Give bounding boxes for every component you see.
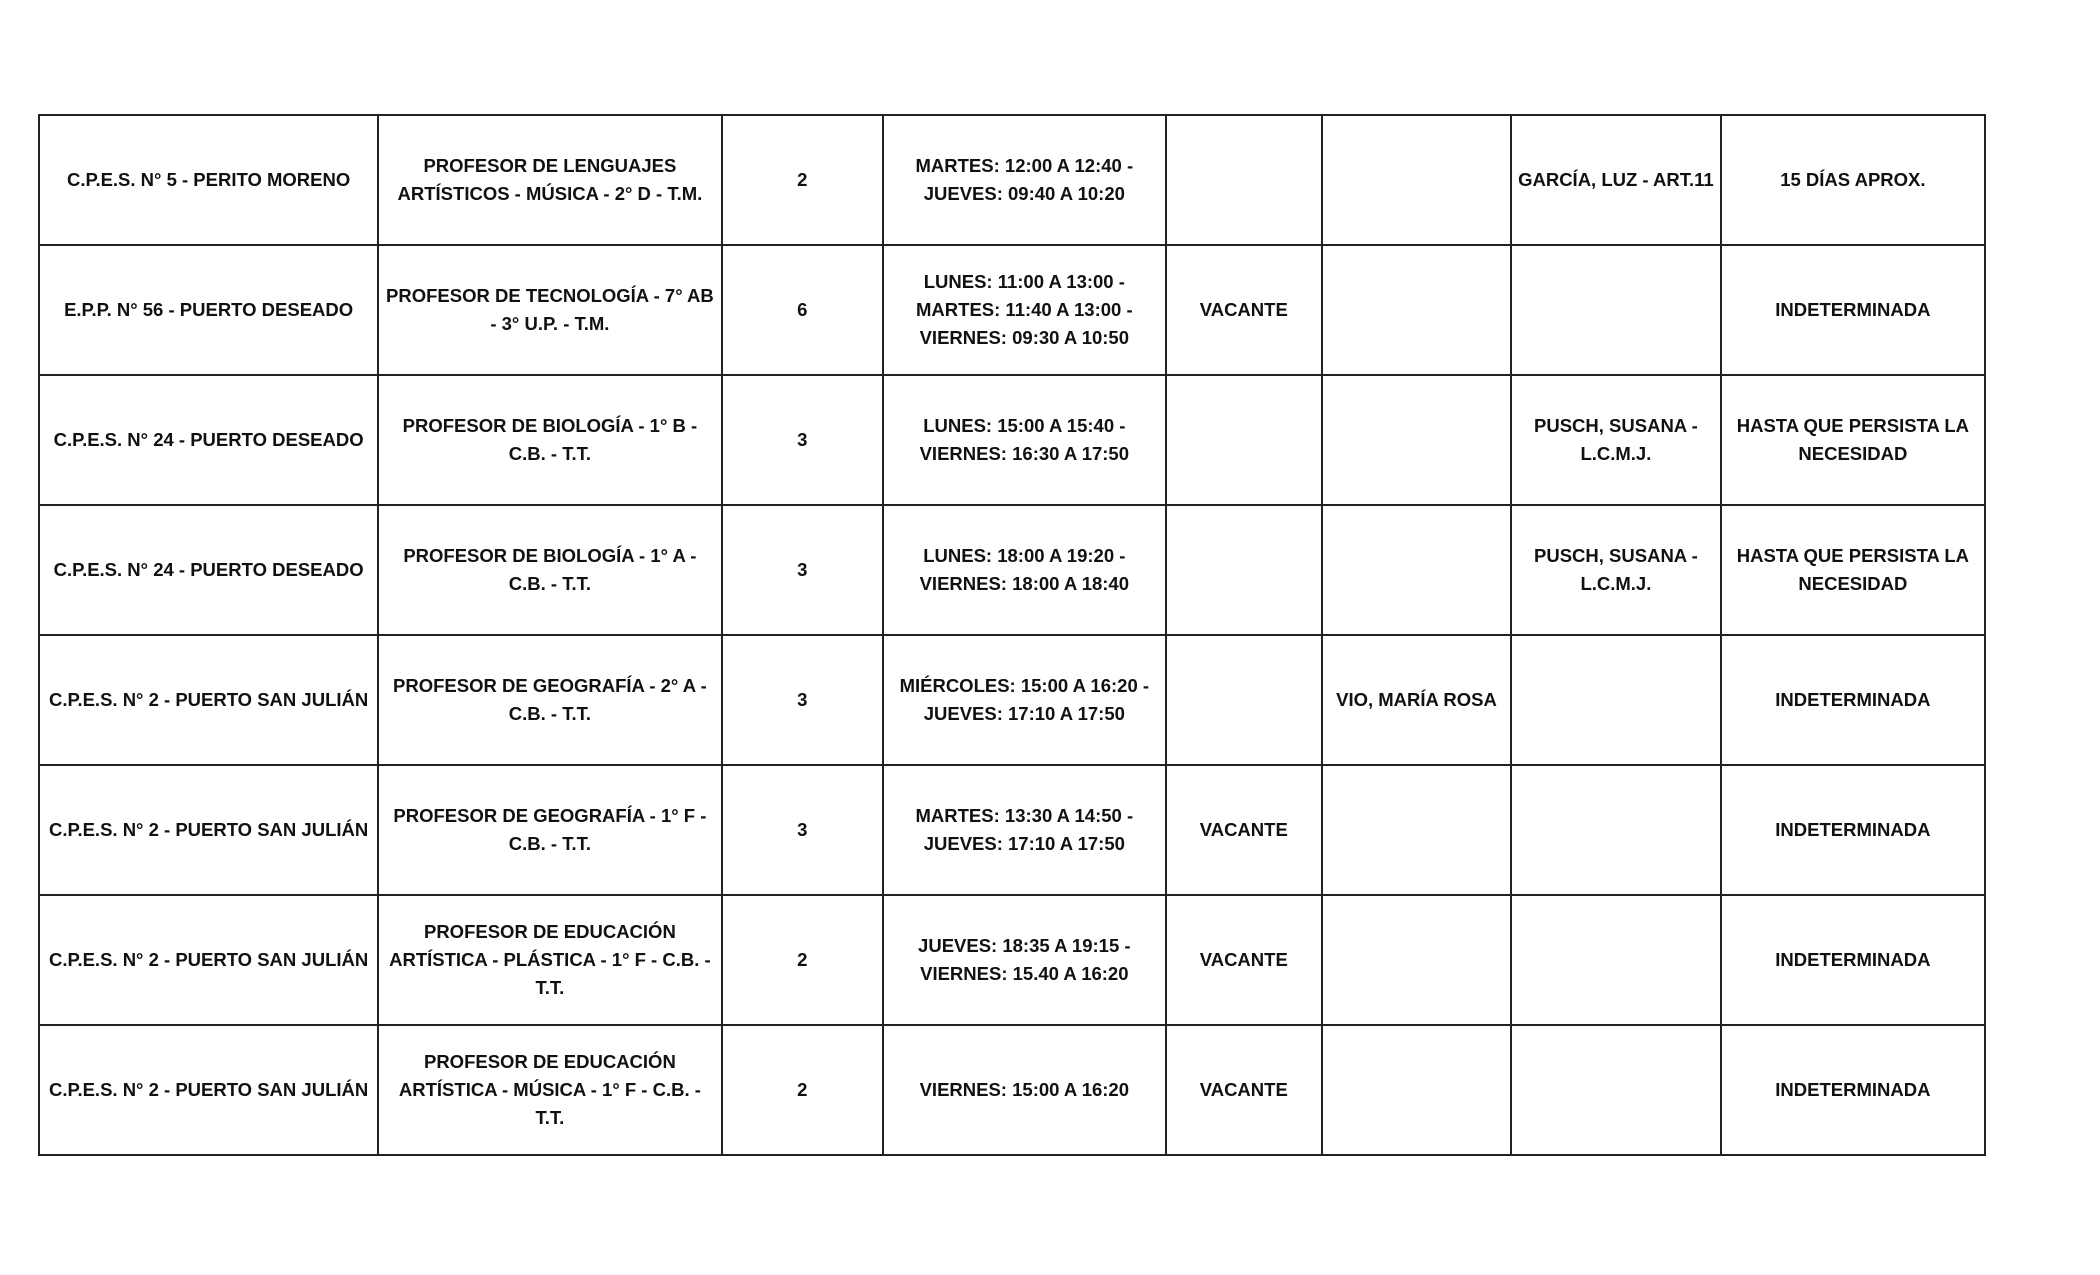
- holder-cell: [1322, 115, 1511, 245]
- position-cell: PROFESOR DE LENGUAJES ARTÍSTICOS - MÚSICA - 2° D - T.M.: [378, 115, 721, 245]
- school-cell: E.P.P. N° 56 - PUERTO DESEADO: [39, 245, 378, 375]
- vacancy-cell: VACANTE: [1166, 765, 1322, 895]
- schedule-cell: LUNES: 11:00 A 13:00 - MARTES: 11:40 A 13:00 - VIERNES: 09:30 A 10:50: [883, 245, 1166, 375]
- schedule-cell: LUNES: 18:00 A 19:20 - VIERNES: 18:00 A 18:40: [883, 505, 1166, 635]
- hours-cell: 2: [722, 115, 883, 245]
- school-cell: C.P.E.S. N° 2 - PUERTO SAN JULIÁN: [39, 765, 378, 895]
- vacancy-cell: VACANTE: [1166, 895, 1322, 1025]
- table-row: [39, 245, 1985, 375]
- school-cell: C.P.E.S. N° 5 - PERITO MORENO: [39, 115, 378, 245]
- schedule-cell: VIERNES: 15:00 A 16:20: [883, 1025, 1166, 1155]
- duration-cell: INDETERMINADA: [1721, 895, 1985, 1025]
- duration-cell: INDETERMINADA: [1721, 635, 1985, 765]
- hours-cell: 6: [722, 245, 883, 375]
- replaces-cell: [1511, 765, 1721, 895]
- hours-cell: 3: [722, 375, 883, 505]
- vacancy-cell: [1166, 375, 1322, 505]
- vacancy-cell: [1166, 505, 1322, 635]
- replaces-cell: PUSCH, SUSANA - L.C.M.J.: [1511, 375, 1721, 505]
- replaces-cell: [1511, 895, 1721, 1025]
- school-cell: C.P.E.S. N° 24 - PUERTO DESEADO: [39, 375, 378, 505]
- holder-cell: [1322, 505, 1511, 635]
- duration-cell: 15 DÍAS APROX.: [1721, 115, 1985, 245]
- table-row: [39, 375, 1985, 505]
- position-cell: PROFESOR DE TECNOLOGÍA - 7° AB - 3° U.P. - T.M.: [378, 245, 721, 375]
- replaces-cell: [1511, 245, 1721, 375]
- school-cell: C.P.E.S. N° 24 - PUERTO DESEADO: [39, 505, 378, 635]
- duration-cell: HASTA QUE PERSISTA LA NECESIDAD: [1721, 375, 1985, 505]
- replaces-cell: PUSCH, SUSANA - L.C.M.J.: [1511, 505, 1721, 635]
- positions-table: [38, 114, 1986, 1156]
- table-row: [39, 895, 1985, 1025]
- holder-cell: VIO, MARÍA ROSA: [1322, 635, 1511, 765]
- position-cell: PROFESOR DE GEOGRAFÍA - 2° A - C.B. - T.T.: [378, 635, 721, 765]
- position-cell: PROFESOR DE EDUCACIÓN ARTÍSTICA - MÚSICA - 1° F - C.B. - T.T.: [378, 1025, 721, 1155]
- duration-cell: HASTA QUE PERSISTA LA NECESIDAD: [1721, 505, 1985, 635]
- school-cell: C.P.E.S. N° 2 - PUERTO SAN JULIÁN: [39, 1025, 378, 1155]
- vacancy-cell: VACANTE: [1166, 1025, 1322, 1155]
- position-cell: PROFESOR DE BIOLOGÍA - 1° B - C.B. - T.T.: [378, 375, 721, 505]
- schedule-cell: MARTES: 13:30 A 14:50 - JUEVES: 17:10 A 17:50: [883, 765, 1166, 895]
- school-cell: C.P.E.S. N° 2 - PUERTO SAN JULIÁN: [39, 635, 378, 765]
- holder-cell: [1322, 895, 1511, 1025]
- replaces-cell: GARCÍA, LUZ - ART.11: [1511, 115, 1721, 245]
- hours-cell: 3: [722, 765, 883, 895]
- vacancy-cell: VACANTE: [1166, 245, 1322, 375]
- schedule-cell: JUEVES: 18:35 A 19:15 - VIERNES: 15.40 A 16:20: [883, 895, 1166, 1025]
- holder-cell: [1322, 1025, 1511, 1155]
- vacancy-cell: [1166, 635, 1322, 765]
- replaces-cell: [1511, 635, 1721, 765]
- duration-cell: INDETERMINADA: [1721, 245, 1985, 375]
- table-row: [39, 115, 1985, 245]
- holder-cell: [1322, 375, 1511, 505]
- position-cell: PROFESOR DE BIOLOGÍA - 1° A - C.B. - T.T.: [378, 505, 721, 635]
- duration-cell: INDETERMINADA: [1721, 765, 1985, 895]
- schedule-cell: LUNES: 15:00 A 15:40 - VIERNES: 16:30 A 17:50: [883, 375, 1166, 505]
- table-row: [39, 635, 1985, 765]
- position-cell: PROFESOR DE EDUCACIÓN ARTÍSTICA - PLÁSTICA - 1° F - C.B. - T.T.: [378, 895, 721, 1025]
- hours-cell: 3: [722, 505, 883, 635]
- hours-cell: 2: [722, 895, 883, 1025]
- school-cell: C.P.E.S. N° 2 - PUERTO SAN JULIÁN: [39, 895, 378, 1025]
- position-cell: PROFESOR DE GEOGRAFÍA - 1° F - C.B. - T.T.: [378, 765, 721, 895]
- replaces-cell: [1511, 1025, 1721, 1155]
- hours-cell: 3: [722, 635, 883, 765]
- duration-cell: INDETERMINADA: [1721, 1025, 1985, 1155]
- table-row: [39, 765, 1985, 895]
- table-row: [39, 505, 1985, 635]
- schedule-cell: MIÉRCOLES: 15:00 A 16:20 - JUEVES: 17:10 A 17:50: [883, 635, 1166, 765]
- vacancy-cell: [1166, 115, 1322, 245]
- hours-cell: 2: [722, 1025, 883, 1155]
- table-row: [39, 1025, 1985, 1155]
- holder-cell: [1322, 765, 1511, 895]
- holder-cell: [1322, 245, 1511, 375]
- schedule-cell: MARTES: 12:00 A 12:40 - JUEVES: 09:40 A 10:20: [883, 115, 1166, 245]
